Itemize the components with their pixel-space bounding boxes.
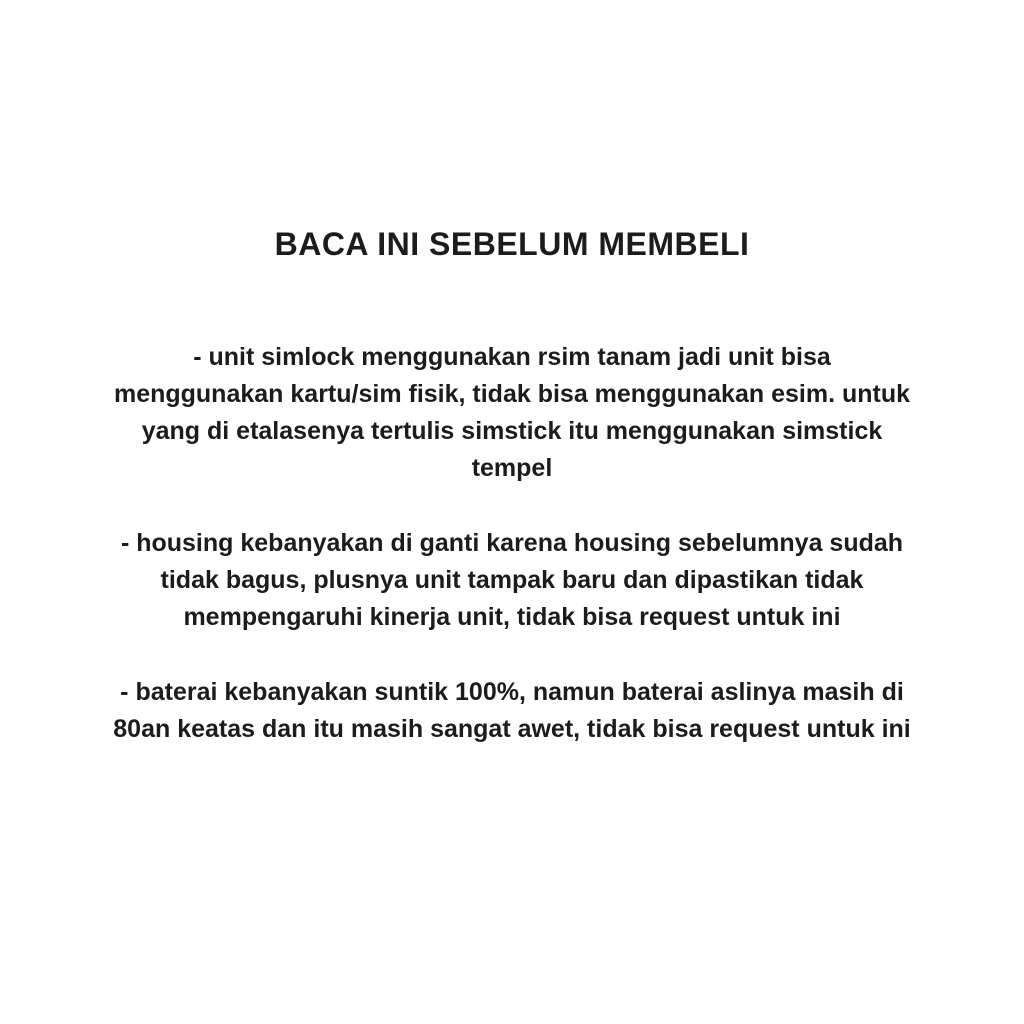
- page-title: BACA INI SEBELUM MEMBELI: [274, 226, 750, 262]
- notice-paragraph-housing: - housing kebanyakan di ganti karena housing sebelumnya sudah tidak bagus, plusnya unit tampak baru dan dipastikan tidak mempengaruhi kinerja unit, tidak bisa request untuk ini: [120, 529, 904, 631]
- notice-paragraph-battery: - baterai kebanyakan suntik 100%, namun baterai aslinya masih di 80an keatas dan itu masih sangat awet, tidak bisa request untuk ini: [113, 678, 911, 743]
- notice-paragraph-simlock: - unit simlock menggunakan rsim tanam jadi unit bisa menggunakan kartu/sim fisik, tidak bisa menggunakan esim. untuk yang di etalasenya tertulis simstick itu menggunakan simstick tempel: [113, 343, 911, 482]
- notice-content: [107, 339, 917, 748]
